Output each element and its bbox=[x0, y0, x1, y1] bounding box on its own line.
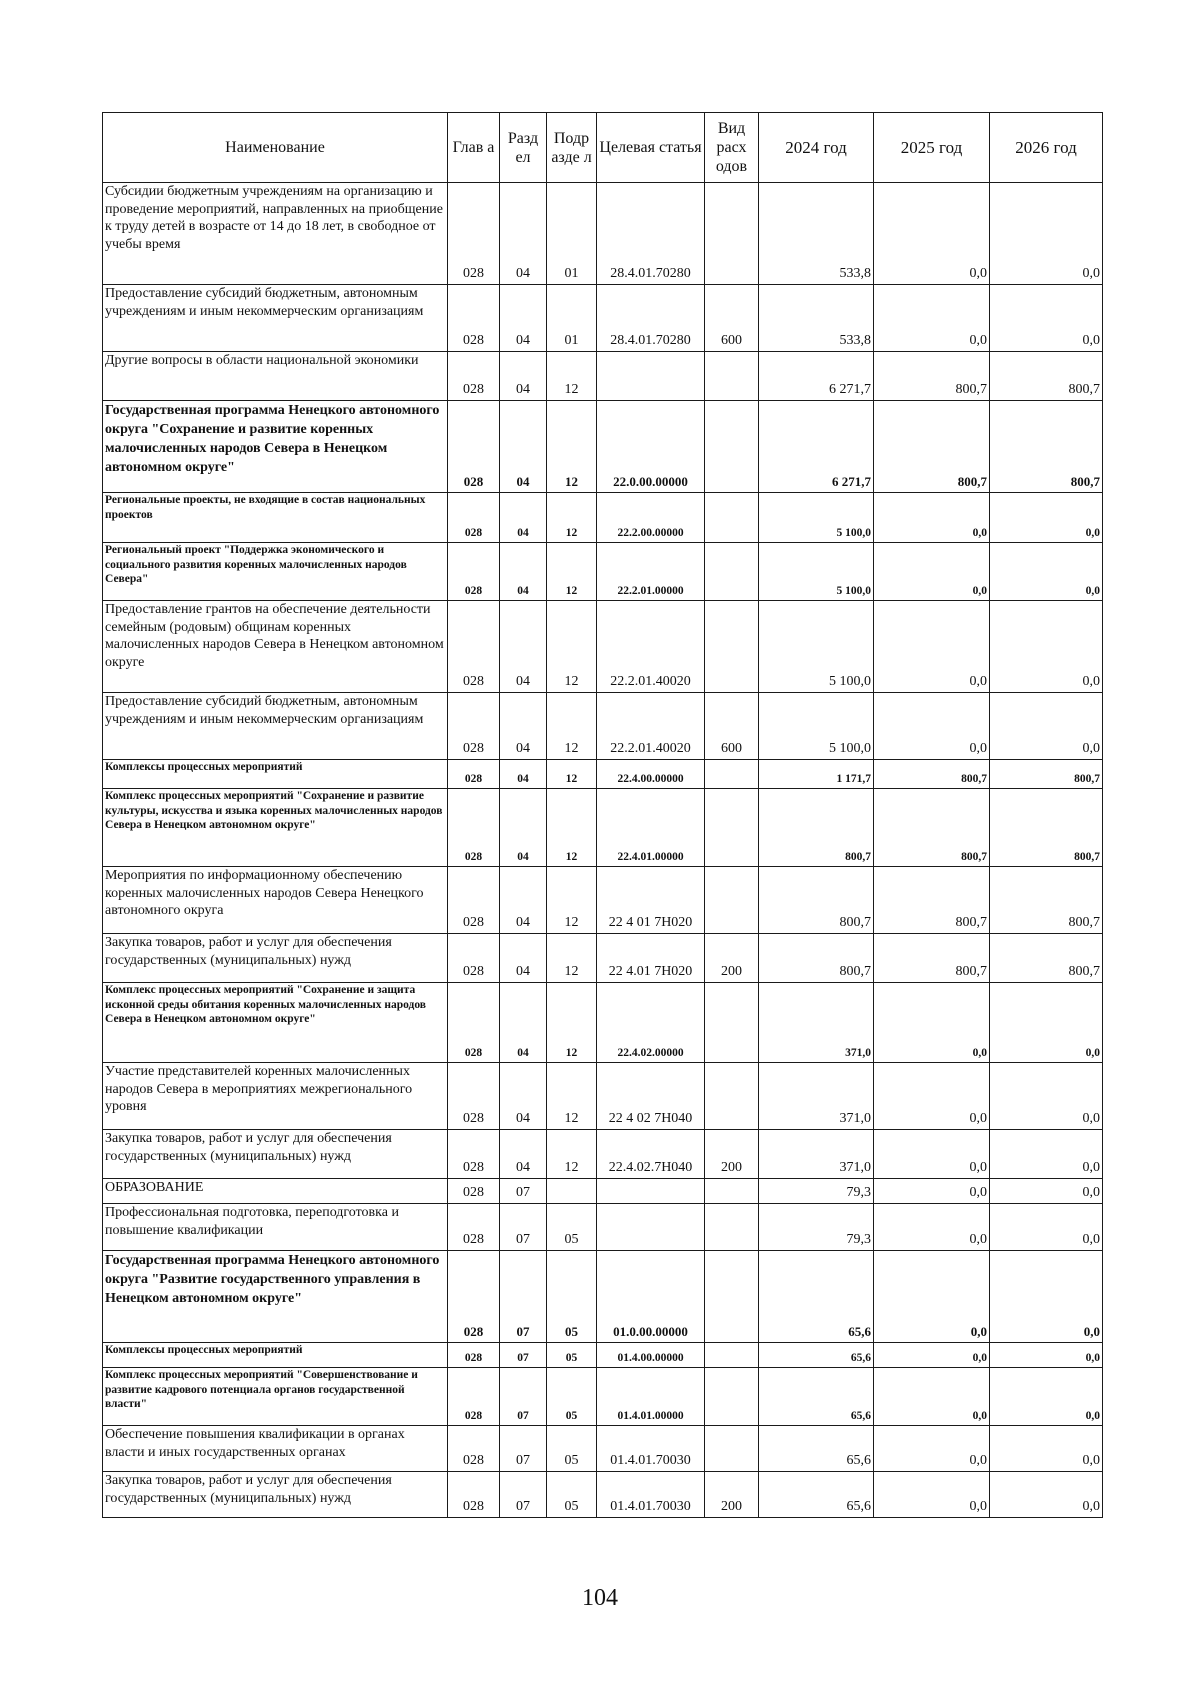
header-2025: 2025 год bbox=[874, 113, 990, 183]
row-amount-2026: 0,0 bbox=[990, 1368, 1103, 1426]
row-razdel: 04 bbox=[500, 867, 547, 934]
row-amount-2025: 0,0 bbox=[874, 493, 990, 543]
row-amount-2025: 0,0 bbox=[874, 1179, 990, 1204]
row-glava: 028 bbox=[448, 1472, 500, 1518]
row-target-article: 22.4.00.00000 bbox=[597, 760, 705, 789]
row-glava: 028 bbox=[448, 1204, 500, 1251]
row-amount-2026: 0,0 bbox=[990, 1472, 1103, 1518]
table-row bbox=[103, 1204, 1103, 1251]
table-row bbox=[103, 601, 1103, 693]
header-2024: 2024 год bbox=[759, 113, 874, 183]
table-row bbox=[103, 1179, 1103, 1204]
row-podrazdel: 12 bbox=[547, 1063, 597, 1130]
row-name: Государственная программа Ненецкого автономного округа "Развитие государственного управления в Ненецком автономном округе" bbox=[103, 1251, 448, 1343]
table-row bbox=[103, 1426, 1103, 1472]
row-amount-2024: 5 100,0 bbox=[759, 693, 874, 760]
row-podrazdel: 12 bbox=[547, 493, 597, 543]
row-amount-2025: 0,0 bbox=[874, 1063, 990, 1130]
row-podrazdel: 12 bbox=[547, 760, 597, 789]
row-amount-2026: 0,0 bbox=[990, 493, 1103, 543]
row-name: Комплекс процессных мероприятий "Сохранение и развитие культуры, искусства и языка коренных малочисленных народов Севера в Ненецком автономном округе" bbox=[103, 789, 448, 867]
row-amount-2024: 79,3 bbox=[759, 1204, 874, 1251]
row-glava: 028 bbox=[448, 1368, 500, 1426]
table-row bbox=[103, 867, 1103, 934]
row-glava: 028 bbox=[448, 867, 500, 934]
row-amount-2026: 0,0 bbox=[990, 1179, 1103, 1204]
row-expense-type: 200 bbox=[705, 934, 759, 983]
table-row bbox=[103, 493, 1103, 543]
row-amount-2024: 6 271,7 bbox=[759, 401, 874, 493]
row-podrazdel: 05 bbox=[547, 1204, 597, 1251]
row-amount-2025: 0,0 bbox=[874, 1130, 990, 1179]
row-amount-2024: 79,3 bbox=[759, 1179, 874, 1204]
row-razdel: 04 bbox=[500, 285, 547, 352]
row-name: Участие представителей коренных малочисленных народов Севера в мероприятиях межрегионального уровня bbox=[103, 1063, 448, 1130]
table-row bbox=[103, 543, 1103, 601]
row-razdel: 04 bbox=[500, 352, 547, 401]
row-name: Профессиональная подготовка, переподготовка и повышение квалификации bbox=[103, 1204, 448, 1251]
table-row bbox=[103, 1251, 1103, 1343]
table-header-row bbox=[103, 113, 1103, 183]
row-expense-type bbox=[705, 1343, 759, 1368]
row-amount-2024: 65,6 bbox=[759, 1472, 874, 1518]
row-razdel: 04 bbox=[500, 401, 547, 493]
row-expense-type bbox=[705, 1426, 759, 1472]
row-amount-2026: 800,7 bbox=[990, 934, 1103, 983]
row-amount-2024: 6 271,7 bbox=[759, 352, 874, 401]
row-name: Комплекс процессных мероприятий "Сохранение и защита исконной среды обитания коренных малочисленных народов Севера в Ненецком автономном округе" bbox=[103, 983, 448, 1063]
row-amount-2026: 800,7 bbox=[990, 760, 1103, 789]
row-amount-2025: 0,0 bbox=[874, 1426, 990, 1472]
row-name: Комплекс процессных мероприятий "Совершенствование и развитие кадрового потенциала органов государственной власти" bbox=[103, 1368, 448, 1426]
row-target-article: 22.4.02.00000 bbox=[597, 983, 705, 1063]
row-expense-type bbox=[705, 1204, 759, 1251]
row-glava: 028 bbox=[448, 352, 500, 401]
row-name: Региональный проект "Поддержка экономического и социального развития коренных малочисленных народов Севера" bbox=[103, 543, 448, 601]
row-razdel: 04 bbox=[500, 789, 547, 867]
row-amount-2026: 0,0 bbox=[990, 1063, 1103, 1130]
row-name: Государственная программа Ненецкого автономного округа "Сохранение и развитие коренных малочисленных народов Севера в Ненецком автономном округе" bbox=[103, 401, 448, 493]
row-razdel: 07 bbox=[500, 1426, 547, 1472]
row-razdel: 07 bbox=[500, 1251, 547, 1343]
header-2026: 2026 год bbox=[990, 113, 1103, 183]
row-target-article: 22.2.01.00000 bbox=[597, 543, 705, 601]
row-name: Предоставление субсидий бюджетным, автономным учреждениям и иным некоммерческим организациям bbox=[103, 693, 448, 760]
row-amount-2026: 0,0 bbox=[990, 543, 1103, 601]
row-amount-2025: 0,0 bbox=[874, 285, 990, 352]
table-row bbox=[103, 401, 1103, 493]
row-name: Другие вопросы в области национальной экономики bbox=[103, 352, 448, 401]
row-name: Комплексы процессных мероприятий bbox=[103, 1343, 448, 1368]
row-amount-2025: 0,0 bbox=[874, 1368, 990, 1426]
row-amount-2026: 0,0 bbox=[990, 693, 1103, 760]
row-amount-2024: 371,0 bbox=[759, 1063, 874, 1130]
row-expense-type bbox=[705, 983, 759, 1063]
row-glava: 028 bbox=[448, 934, 500, 983]
row-amount-2025: 0,0 bbox=[874, 1204, 990, 1251]
table-row bbox=[103, 183, 1103, 285]
row-amount-2024: 65,6 bbox=[759, 1368, 874, 1426]
row-amount-2026: 0,0 bbox=[990, 1426, 1103, 1472]
row-podrazdel: 05 bbox=[547, 1343, 597, 1368]
row-glava: 028 bbox=[448, 401, 500, 493]
row-name: Региональные проекты, не входящие в состав национальных проектов bbox=[103, 493, 448, 543]
table-row bbox=[103, 1368, 1103, 1426]
table-row bbox=[103, 1063, 1103, 1130]
table-row bbox=[103, 1343, 1103, 1368]
row-glava: 028 bbox=[448, 1130, 500, 1179]
table-row bbox=[103, 789, 1103, 867]
row-razdel: 04 bbox=[500, 183, 547, 285]
row-expense-type bbox=[705, 401, 759, 493]
row-razdel: 04 bbox=[500, 983, 547, 1063]
row-glava: 028 bbox=[448, 285, 500, 352]
table-row bbox=[103, 352, 1103, 401]
row-expense-type bbox=[705, 760, 759, 789]
row-target-article: 22.2.01.40020 bbox=[597, 601, 705, 693]
row-glava: 028 bbox=[448, 983, 500, 1063]
table-row bbox=[103, 760, 1103, 789]
row-amount-2025: 0,0 bbox=[874, 543, 990, 601]
header-target: Целевая статья bbox=[597, 113, 705, 183]
header-glava: Глав а bbox=[448, 113, 500, 183]
row-podrazdel: 12 bbox=[547, 601, 597, 693]
row-amount-2025: 0,0 bbox=[874, 1472, 990, 1518]
row-target-article: 22 4 02 7Н040 bbox=[597, 1063, 705, 1130]
row-amount-2024: 371,0 bbox=[759, 983, 874, 1063]
row-expense-type bbox=[705, 1063, 759, 1130]
row-amount-2025: 0,0 bbox=[874, 983, 990, 1063]
table-row bbox=[103, 1472, 1103, 1518]
row-amount-2024: 5 100,0 bbox=[759, 601, 874, 693]
row-amount-2025: 0,0 bbox=[874, 693, 990, 760]
row-amount-2025: 800,7 bbox=[874, 401, 990, 493]
header-podrazdel: Подр азде л bbox=[547, 113, 597, 183]
row-razdel: 07 bbox=[500, 1472, 547, 1518]
row-amount-2026: 0,0 bbox=[990, 1204, 1103, 1251]
row-amount-2026: 0,0 bbox=[990, 601, 1103, 693]
table-row bbox=[103, 934, 1103, 983]
row-podrazdel: 05 bbox=[547, 1251, 597, 1343]
header-name: Наименование bbox=[103, 113, 448, 183]
row-amount-2025: 800,7 bbox=[874, 352, 990, 401]
row-amount-2026: 800,7 bbox=[990, 401, 1103, 493]
row-podrazdel: 12 bbox=[547, 401, 597, 493]
row-amount-2026: 800,7 bbox=[990, 789, 1103, 867]
row-expense-type: 600 bbox=[705, 285, 759, 352]
row-target-article: 22.4.01.00000 bbox=[597, 789, 705, 867]
header-razdel: Разд ел bbox=[500, 113, 547, 183]
row-name: Предоставление грантов на обеспечение деятельности семейным (родовым) общинам коренных малочисленных народов Севера в Ненецком автономном округе bbox=[103, 601, 448, 693]
row-razdel: 07 bbox=[500, 1343, 547, 1368]
row-amount-2026: 0,0 bbox=[990, 285, 1103, 352]
row-target-article: 28.4.01.70280 bbox=[597, 285, 705, 352]
row-glava: 028 bbox=[448, 493, 500, 543]
row-podrazdel bbox=[547, 1179, 597, 1204]
row-amount-2024: 800,7 bbox=[759, 789, 874, 867]
table-row bbox=[103, 1130, 1103, 1179]
row-name: ОБРАЗОВАНИЕ bbox=[103, 1179, 448, 1204]
row-target-article: 01.4.01.70030 bbox=[597, 1426, 705, 1472]
row-glava: 028 bbox=[448, 1063, 500, 1130]
row-amount-2025: 800,7 bbox=[874, 867, 990, 934]
row-razdel: 04 bbox=[500, 934, 547, 983]
row-target-article: 01.4.01.70030 bbox=[597, 1472, 705, 1518]
row-podrazdel: 01 bbox=[547, 285, 597, 352]
row-expense-type: 200 bbox=[705, 1130, 759, 1179]
row-amount-2024: 800,7 bbox=[759, 934, 874, 983]
row-razdel: 07 bbox=[500, 1368, 547, 1426]
row-target-article: 01.0.00.00000 bbox=[597, 1251, 705, 1343]
row-target-article: 22.0.00.00000 bbox=[597, 401, 705, 493]
row-expense-type bbox=[705, 867, 759, 934]
row-target-article: 01.4.01.00000 bbox=[597, 1368, 705, 1426]
row-glava: 028 bbox=[448, 693, 500, 760]
row-podrazdel: 05 bbox=[547, 1472, 597, 1518]
row-amount-2026: 0,0 bbox=[990, 183, 1103, 285]
row-amount-2025: 800,7 bbox=[874, 789, 990, 867]
row-podrazdel: 12 bbox=[547, 693, 597, 760]
row-name: Субсидии бюджетным учреждениям на организацию и проведение мероприятий, направленных на приобщение к труду детей в возрасте от 14 до 18 лет, в свободное от учебы время bbox=[103, 183, 448, 285]
row-expense-type: 600 bbox=[705, 693, 759, 760]
row-name: Закупка товаров, работ и услуг для обеспечения государственных (муниципальных) нужд bbox=[103, 1472, 448, 1518]
page-number: 104 bbox=[582, 1585, 618, 1611]
row-name: Комплексы процессных мероприятий bbox=[103, 760, 448, 789]
row-razdel: 04 bbox=[500, 1130, 547, 1179]
row-amount-2026: 0,0 bbox=[990, 1130, 1103, 1179]
row-glava: 028 bbox=[448, 1426, 500, 1472]
row-glava: 028 bbox=[448, 1251, 500, 1343]
row-target-article: 22 4 01 7Н020 bbox=[597, 867, 705, 934]
row-podrazdel: 12 bbox=[547, 789, 597, 867]
row-amount-2024: 533,8 bbox=[759, 285, 874, 352]
row-glava: 028 bbox=[448, 1179, 500, 1204]
row-amount-2026: 0,0 bbox=[990, 983, 1103, 1063]
row-target-article bbox=[597, 352, 705, 401]
row-amount-2024: 800,7 bbox=[759, 867, 874, 934]
row-amount-2025: 0,0 bbox=[874, 1251, 990, 1343]
table-row bbox=[103, 983, 1103, 1063]
row-target-article: 01.4.00.00000 bbox=[597, 1343, 705, 1368]
row-expense-type bbox=[705, 601, 759, 693]
row-name: Закупка товаров, работ и услуг для обеспечения государственных (муниципальных) нужд bbox=[103, 934, 448, 983]
row-expense-type bbox=[705, 1368, 759, 1426]
row-razdel: 04 bbox=[500, 493, 547, 543]
row-expense-type bbox=[705, 1179, 759, 1204]
row-amount-2024: 65,6 bbox=[759, 1251, 874, 1343]
row-podrazdel: 12 bbox=[547, 983, 597, 1063]
row-expense-type: 200 bbox=[705, 1472, 759, 1518]
row-razdel: 07 bbox=[500, 1179, 547, 1204]
row-expense-type bbox=[705, 543, 759, 601]
row-target-article bbox=[597, 1204, 705, 1251]
row-amount-2024: 371,0 bbox=[759, 1130, 874, 1179]
row-razdel: 04 bbox=[500, 601, 547, 693]
row-amount-2024: 65,6 bbox=[759, 1426, 874, 1472]
row-glava: 028 bbox=[448, 543, 500, 601]
row-amount-2026: 800,7 bbox=[990, 352, 1103, 401]
row-podrazdel: 12 bbox=[547, 1130, 597, 1179]
row-amount-2024: 65,6 bbox=[759, 1343, 874, 1368]
row-target-article: 22 4.01 7Н020 bbox=[597, 934, 705, 983]
row-glava: 028 bbox=[448, 789, 500, 867]
header-vid: Вид расх одов bbox=[705, 113, 759, 183]
row-amount-2025: 0,0 bbox=[874, 1343, 990, 1368]
row-expense-type bbox=[705, 352, 759, 401]
row-amount-2024: 5 100,0 bbox=[759, 543, 874, 601]
row-name: Закупка товаров, работ и услуг для обеспечения государственных (муниципальных) нужд bbox=[103, 1130, 448, 1179]
row-amount-2024: 5 100,0 bbox=[759, 493, 874, 543]
row-expense-type bbox=[705, 493, 759, 543]
row-expense-type bbox=[705, 1251, 759, 1343]
row-target-article: 28.4.01.70280 bbox=[597, 183, 705, 285]
row-glava: 028 bbox=[448, 183, 500, 285]
row-target-article: 22.2.00.00000 bbox=[597, 493, 705, 543]
row-podrazdel: 05 bbox=[547, 1368, 597, 1426]
row-target-article: 22.4.02.7Н040 bbox=[597, 1130, 705, 1179]
row-razdel: 04 bbox=[500, 760, 547, 789]
row-amount-2025: 800,7 bbox=[874, 760, 990, 789]
row-razdel: 04 bbox=[500, 1063, 547, 1130]
row-podrazdel: 12 bbox=[547, 543, 597, 601]
row-podrazdel: 05 bbox=[547, 1426, 597, 1472]
row-amount-2024: 1 171,7 bbox=[759, 760, 874, 789]
row-amount-2026: 0,0 bbox=[990, 1343, 1103, 1368]
row-glava: 028 bbox=[448, 1343, 500, 1368]
row-name: Обеспечение повышения квалификации в органах власти и иных государственных органах bbox=[103, 1426, 448, 1472]
row-glava: 028 bbox=[448, 760, 500, 789]
row-amount-2025: 800,7 bbox=[874, 934, 990, 983]
row-podrazdel: 12 bbox=[547, 352, 597, 401]
row-glava: 028 bbox=[448, 601, 500, 693]
row-expense-type bbox=[705, 789, 759, 867]
row-podrazdel: 01 bbox=[547, 183, 597, 285]
row-amount-2024: 533,8 bbox=[759, 183, 874, 285]
row-amount-2025: 0,0 bbox=[874, 601, 990, 693]
row-target-article bbox=[597, 1179, 705, 1204]
row-amount-2025: 0,0 bbox=[874, 183, 990, 285]
row-target-article: 22.2.01.40020 bbox=[597, 693, 705, 760]
row-name: Предоставление субсидий бюджетным, автономным учреждениям и иным некоммерческим организациям bbox=[103, 285, 448, 352]
budget-table bbox=[102, 112, 1103, 1518]
row-podrazdel: 12 bbox=[547, 934, 597, 983]
row-expense-type bbox=[705, 183, 759, 285]
row-name: Мероприятия по информационному обеспечению коренных малочисленных народов Севера Ненецкого автономного округа bbox=[103, 867, 448, 934]
row-razdel: 07 bbox=[500, 1204, 547, 1251]
row-podrazdel: 12 bbox=[547, 867, 597, 934]
row-amount-2026: 0,0 bbox=[990, 1251, 1103, 1343]
table-row bbox=[103, 285, 1103, 352]
row-razdel: 04 bbox=[500, 543, 547, 601]
row-razdel: 04 bbox=[500, 693, 547, 760]
table-row bbox=[103, 693, 1103, 760]
row-amount-2026: 800,7 bbox=[990, 867, 1103, 934]
